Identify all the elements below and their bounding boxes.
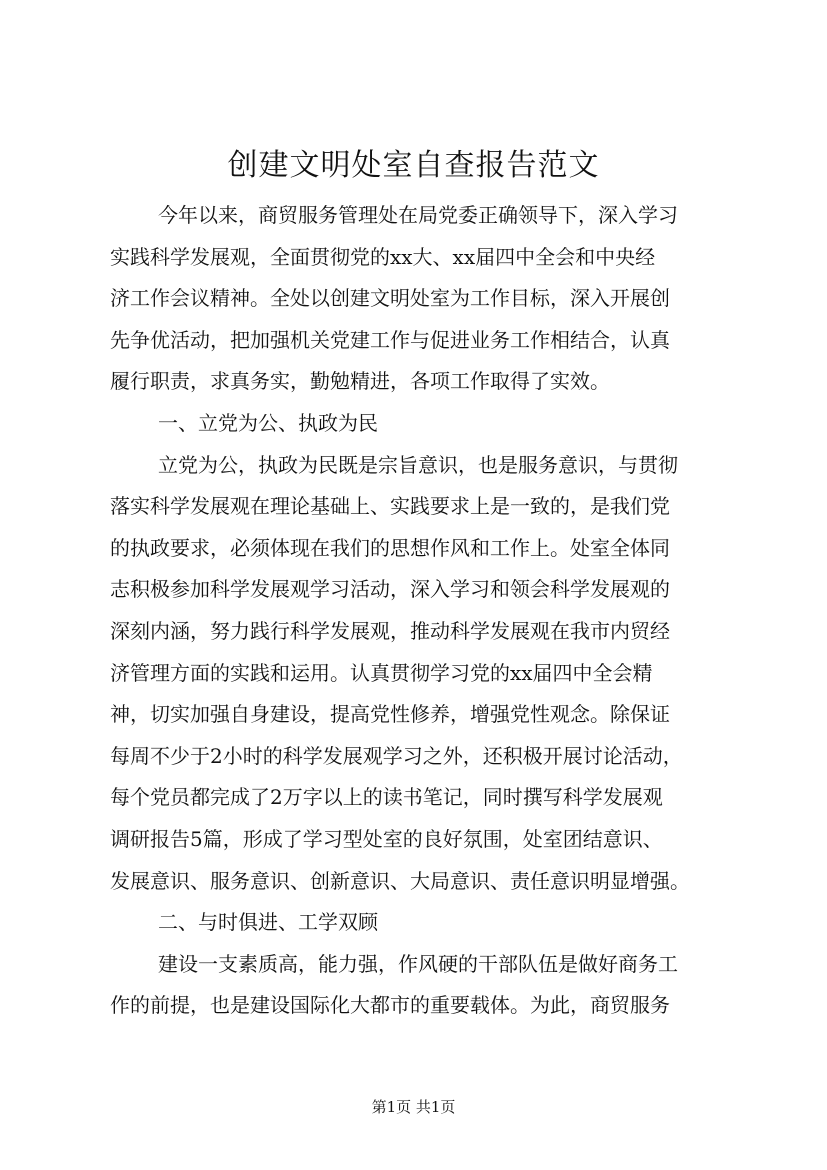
body-line: 深刻内涵，努力践行科学发展观，推动科学发展观在我市内贸经: [110, 618, 670, 643]
body-line: 发展意识、服务意识、创新意识、大局意识、责任意识明显增强。: [110, 868, 690, 893]
body-line: 今年以来，商贸服务管理处在局党委正确领导下，深入学习: [158, 203, 678, 227]
body-line: 神，切实加强自身建设，提高党性修养，增强党性观念。除保证: [110, 702, 670, 727]
body-line: 作的前提，也是建设国际化大都市的重要载体。为此，商贸服务: [110, 993, 670, 1018]
body-line: 每个党员都完成了2万字以上的读书笔记，同时撰写科学发展观: [110, 785, 663, 810]
body-line: 建设一支素质高，能力强，作风硬的干部队伍是做好商务工: [158, 951, 678, 976]
body-line: 先争优活动，把加强机关党建工作与促进业务工作相结合，认真: [110, 327, 670, 352]
document-body: [110, 195, 730, 1027]
body-line: 立党为公，执政为民既是宗旨意识，也是服务意识，与贯彻: [158, 452, 678, 477]
page-footer: 第1页 共1页: [371, 1098, 456, 1116]
section-heading: 一、立党为公、执政为民: [158, 410, 378, 435]
body-line: 实践科学发展观，全面贯彻党的xx大、xx届四中全会和中央经: [110, 244, 656, 269]
body-line: 济工作会议精神。全处以创建文明处室为工作目标，深入开展创: [110, 286, 670, 311]
body-line: 的执政要求，必须体现在我们的思想作风和工作上。处室全体同: [110, 535, 670, 560]
body-line: 每周不少于2小时的科学发展观学习之外，还积极开展讨论活动，: [110, 743, 683, 768]
body-line: 调研报告5篇，形成了学习型处室的良好氛围，处室团结意识、: [110, 826, 663, 851]
body-line: 济管理方面的实践和运用。认真贯彻学习党的xx届四中全会精: [110, 660, 653, 685]
body-line: 履行职责，求真务实，勤勉精进，各项工作取得了实效。: [110, 369, 610, 394]
body-line: 志积极参加科学发展观学习活动，深入学习和领会科学发展观的: [110, 577, 670, 602]
body-line: 落实科学发展观在理论基础上、实践要求上是一致的，是我们党: [110, 494, 670, 519]
section-heading: 二、与时俱进、工学双顾: [158, 910, 378, 935]
document-title: 创建文明处室自查报告范文: [227, 148, 600, 183]
